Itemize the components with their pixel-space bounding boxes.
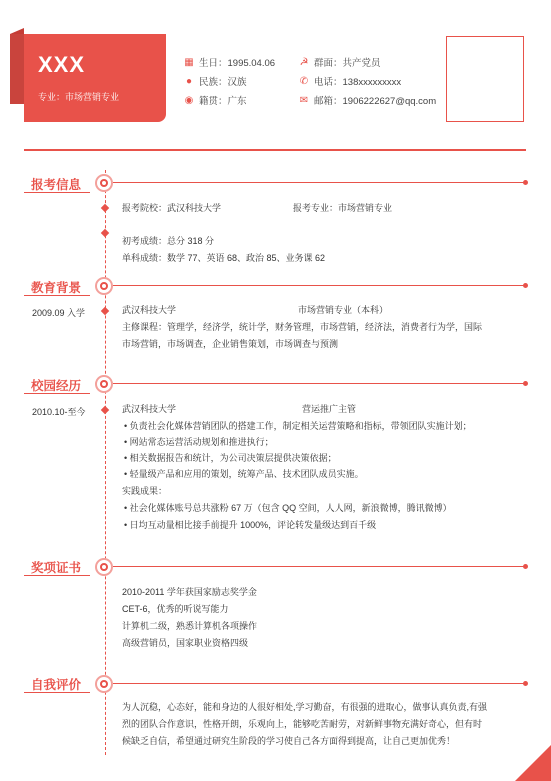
location-icon: ◉ — [184, 94, 194, 106]
award-item: 计算机二级，熟悉计算机各项操作 — [122, 621, 258, 631]
section-underline — [24, 575, 90, 576]
section-line — [113, 182, 526, 183]
section-underline — [24, 192, 90, 193]
section-underline — [24, 295, 90, 296]
party-info: ☭ 群面：共产党员 — [299, 56, 381, 69]
award-item: 高级营销员，国家职业资格四级 — [122, 638, 249, 648]
section-title-self: 自我评价 — [31, 678, 82, 692]
timeline-line — [105, 170, 106, 755]
exam-major: 报考专业：市场营销专业 — [293, 203, 393, 213]
timeline-ring — [95, 558, 113, 576]
education-degree: 市场营销专业（本科） — [298, 305, 389, 315]
campus-date: 2010.10-至今 — [32, 407, 86, 417]
section-title-awards: 奖项证书 — [31, 561, 82, 575]
award-item: 2010-2011 学年获国家励志奖学金 — [122, 587, 257, 597]
name-banner — [24, 34, 166, 122]
section-line — [113, 566, 526, 567]
email-info: ✉ 邮箱：1906222627@qq.com — [299, 94, 437, 107]
section-underline — [24, 393, 90, 394]
campus-org: 武汉科技大学 — [122, 404, 177, 414]
timeline-ring — [95, 174, 113, 192]
name-banner-side — [10, 34, 24, 104]
corner-decoration — [515, 745, 551, 781]
calendar-icon: ▦ — [184, 56, 194, 68]
exam-total-score: 初考成绩：总分 318 分 — [122, 236, 215, 246]
education-courses: 主修课程：管理学，经济学，统计学，财务管理，市场营销，经济法，消费者行为学，国际 — [122, 322, 483, 332]
timeline-ring — [95, 277, 113, 295]
section-title-education: 教育背景 — [31, 281, 82, 295]
education-date: 2009.09 入学 — [32, 308, 86, 318]
native-info: ◉ 籍贯：广东 — [184, 94, 247, 107]
self-eval-line: 候缺乏自信，希望通过研究生阶段的学习使自己各方面得到提高，让自己更加优秀！ — [122, 736, 456, 746]
timeline-diamond — [101, 307, 109, 315]
timeline-diamond — [101, 229, 109, 237]
person-icon: ● — [185, 75, 193, 87]
mail-icon: ✉ — [299, 94, 309, 106]
section-line — [113, 285, 526, 286]
section-title-campus: 校园经历 — [31, 379, 82, 393]
phone-info: ✆ 电话：138xxxxxxxxx — [299, 75, 402, 88]
campus-result: • 社会化媒体账号总共涨粉 67 万（包含 QQ 空间，人人网，新浪微博，腾讯微博） — [124, 501, 452, 516]
campus-duty: • 网站常态运营活动规划和推进执行； — [124, 435, 274, 450]
timeline-ring — [95, 675, 113, 693]
exam-school: 报考院校：武汉科技大学 — [122, 203, 222, 213]
campus-duty: • 轻量级产品和应用的策划，统筹产品、技术团队成员实施。 — [124, 467, 364, 482]
phone-icon: ✆ — [299, 75, 309, 87]
timeline-diamond — [101, 204, 109, 212]
section-title-exam: 报考信息 — [31, 178, 82, 192]
campus-role: 营运推广主管 — [302, 404, 357, 414]
party-icon: ☭ — [299, 56, 309, 68]
section-line — [113, 683, 526, 684]
header-divider — [24, 149, 526, 151]
campus-duty: • 负责社会化媒体营销团队的搭建工作，制定相关运营策略和指标，带领团队实施计划； — [124, 419, 472, 434]
section-underline — [24, 692, 90, 693]
timeline-diamond — [101, 406, 109, 414]
self-eval-line: 为人沉稳，心态好，能和身边的人很好相处,学习勤奋，有很强的进取心，做事认真负责,有强 — [122, 702, 488, 712]
photo-frame — [446, 36, 524, 122]
award-item: CET-6，优秀的听说写能力 — [122, 604, 229, 614]
exam-subject-scores: 单科成绩：数学 77、英语 68、政治 85、业务课 62 — [122, 253, 326, 263]
education-school: 武汉科技大学 — [122, 305, 177, 315]
education-courses-cont: 市场营销，市场调查，企业销售策划，市场调查与预测 — [122, 339, 339, 349]
campus-result-label: 实践成果： — [122, 486, 168, 496]
campus-result: • 日均互动量相比接手前提升 1000%，评论转发量级达到百千级 — [124, 518, 376, 533]
campus-duty: • 相关数据报告和统计，为公司决策层提供决策依据； — [124, 451, 337, 466]
birth-info: ▦ 生日：1995.04.06 — [184, 56, 276, 69]
nation-info: ● 民族：汉族 — [183, 74, 247, 88]
timeline-ring — [95, 375, 113, 393]
self-eval-line: 烈的团队合作意识，性格开朗，乐观向上，能够吃苦耐劳，对新鲜事物充满好奇心，但有时 — [122, 719, 483, 729]
candidate-major: 专业：市场营销专业 — [38, 92, 120, 102]
candidate-name: XXX — [38, 52, 86, 77]
section-line — [113, 383, 526, 384]
